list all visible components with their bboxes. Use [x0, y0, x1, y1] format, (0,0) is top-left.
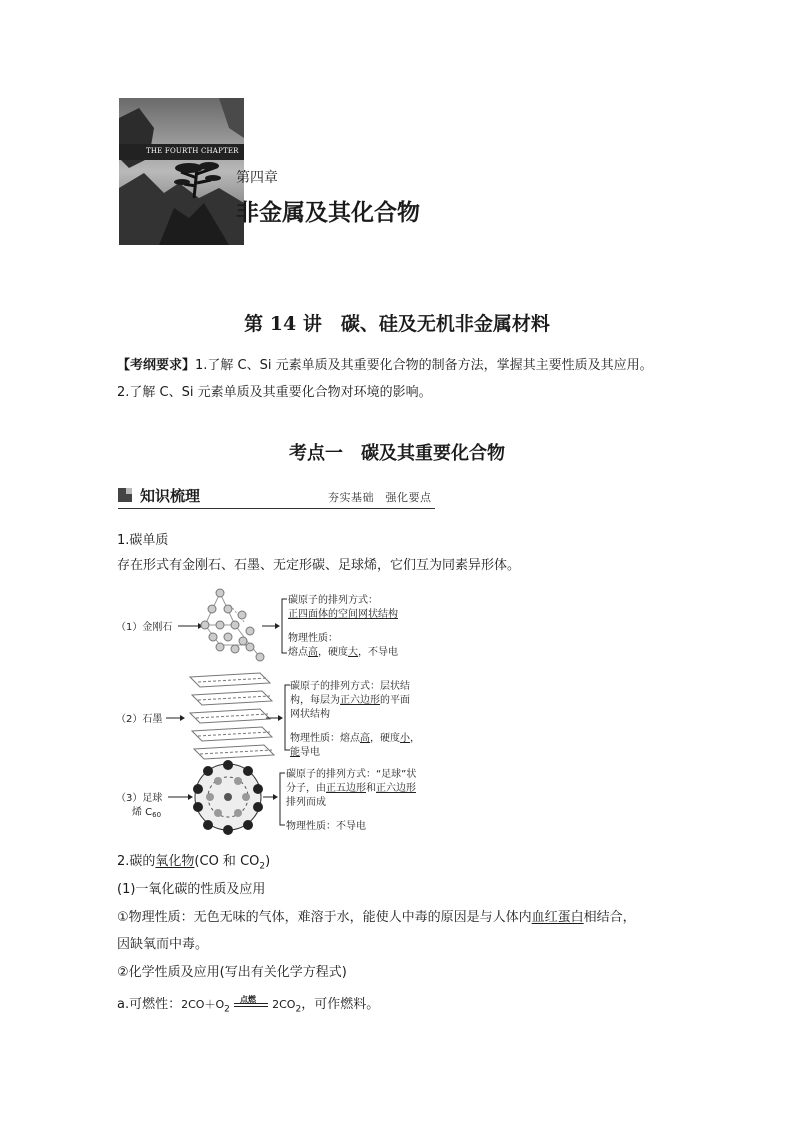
knowledge-bar-subtitle: 夯实基础 强化要点 — [328, 491, 432, 504]
fullerene-arrangement-line2: 分子，由正五边形和正六边形 — [286, 783, 416, 794]
diamond-structure-icon — [201, 589, 264, 661]
carbon-element-description: 存在形式有金刚石、石墨、无定形碳、足球烯，它们互为同素异形体。 — [117, 558, 521, 573]
co-properties-title: (1)一氧化碳的性质及应用 — [117, 882, 266, 897]
carbon-element-heading: 1.碳单质 — [117, 533, 169, 548]
co-physical-properties-line1: ①物理性质：无色无味的气体，难溶于水，能使人中毒的原因是与人体内血红蛋白相结合， — [117, 910, 636, 925]
graphite-property-line2: 能导电 — [290, 747, 320, 758]
graphite-arrangement-line3: 网状结构 — [290, 709, 330, 720]
chapter-title: 非金属及其化合物 — [236, 200, 420, 226]
diamond-property: 熔点高，硬度大，不导电 — [288, 647, 398, 658]
requirements-text-1: 1.了解 C、Si 元素单质及其重要化合物的制备方法，掌握其主要性质及其应用。 — [195, 358, 653, 373]
diamond-property-title: 物理性质： — [288, 633, 338, 644]
co-physical-properties-line2: 因缺氧而中毒。 — [117, 937, 209, 952]
reaction-condition-arrow: 点燃 — [234, 998, 268, 1012]
chapter-cover-image — [119, 98, 244, 245]
co-combustion-equation: a.可燃性：$2CO+O_2$ 点燃 $2CO_2$，可作燃料。 — [117, 994, 380, 1015]
fullerene-property: 物理性质：不导电 — [286, 821, 366, 832]
section-marker-icon — [118, 488, 132, 502]
graphite-property-line1: 物理性质：熔点高，硬度小， — [290, 733, 420, 744]
fullerene-arrangement-line1: 碳原子的排列方式：“足球”状 — [286, 769, 417, 780]
mountain-landscape-image — [119, 98, 244, 245]
fullerene-arrangement-line3: 排列而成 — [286, 797, 326, 808]
fullerene-structure-icon — [193, 760, 263, 835]
diamond-bracket — [282, 599, 287, 653]
fullerene-bracket — [280, 773, 285, 825]
chapter-banner-text: THE FOURTH CHAPTER — [146, 147, 239, 155]
carbon-allotropes-diagram — [110, 585, 440, 835]
diamond-label: （1）金刚石 — [116, 622, 173, 633]
requirements-line-2: 2.了解 C、Si 元素单质及其重要化合物对环境的影响。 — [117, 385, 432, 400]
chapter-number: 第四章 — [236, 170, 278, 186]
knowledge-bar-label: 知识梳理 — [140, 487, 201, 505]
requirements-label: 【考纲要求】 — [117, 358, 196, 373]
graphite-arrangement-line1: 碳原子的排列方式：层状结 — [290, 681, 410, 692]
chapter-banner — [119, 144, 244, 160]
diamond-arrangement-title: 碳原子的排列方式： — [288, 595, 378, 606]
graphite-label: （2）石墨 — [116, 714, 163, 725]
graphite-arrangement-line2: 构，每层为正六边形的平面 — [290, 695, 410, 706]
section-title: 考点一 碳及其重要化合物 — [289, 443, 505, 464]
graphite-structure-icon — [190, 673, 274, 759]
knowledge-bar-divider — [118, 508, 435, 509]
lecture-title: 第 14 讲 碳、硅及无机非金属材料 — [244, 313, 550, 335]
requirements-line-1 — [117, 356, 653, 376]
co-chemical-properties-title: ②化学性质及应用(写出有关化学方程式) — [117, 965, 347, 980]
oxide-heading: 2.碳的氧化物(CO 和 $CO_2$) — [117, 854, 271, 872]
diamond-arrangement: 正四面体的空间网状结构 — [288, 609, 398, 620]
fullerene-label-line2: 烯 $C_{60}$ — [132, 807, 162, 819]
fullerene-label-line1: （3）足球 — [116, 793, 163, 804]
